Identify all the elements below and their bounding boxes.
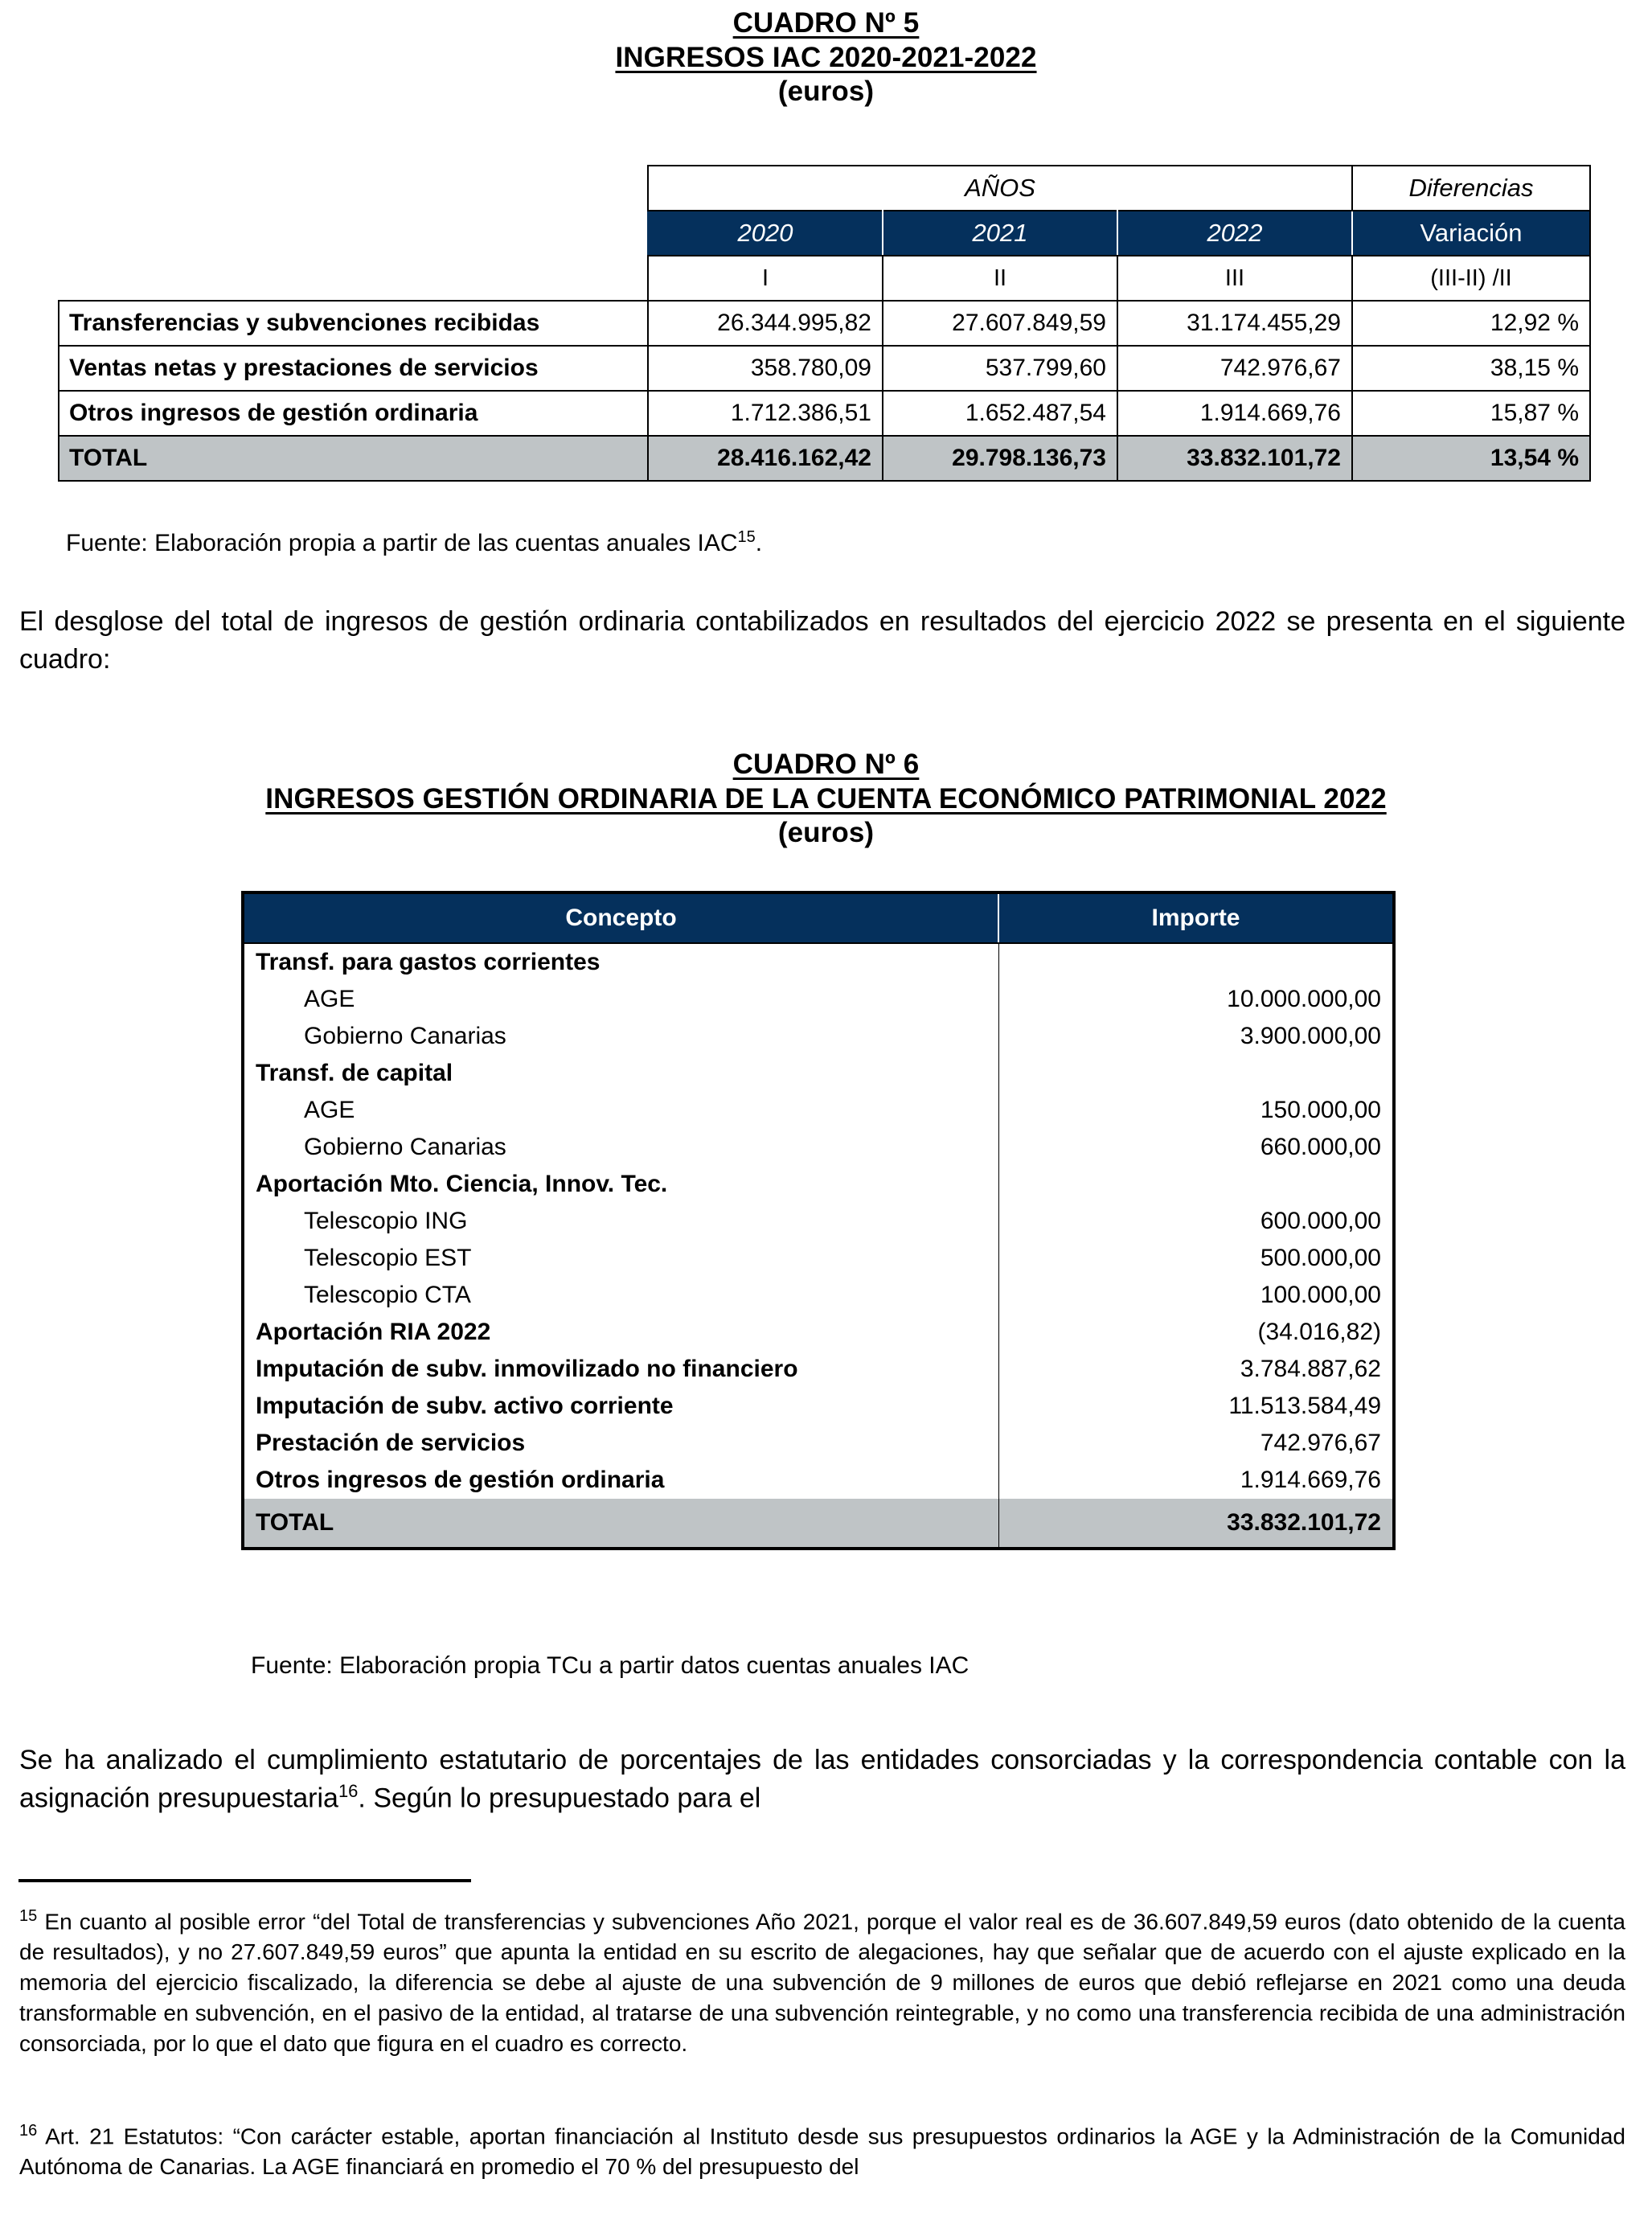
cuadro5-row2-y2022: 1.914.669,76 <box>1117 391 1352 436</box>
cuadro5-source-footnote-ref: 15 <box>737 528 756 546</box>
table-row <box>243 1462 1394 1499</box>
cuadro6-row9-concepto: Telescopio CTA <box>243 1277 998 1314</box>
cuadro5-total-label: TOTAL <box>59 436 648 481</box>
table-row <box>59 301 1590 346</box>
cuadro6-tbody <box>243 943 1394 1549</box>
cuadro5-row2-y2020: 1.712.386,51 <box>648 391 883 436</box>
cuadro5-source-text: Fuente: Elaboración propia a partir de las cuentas anuales IAC <box>66 530 738 556</box>
cuadro5-table <box>58 165 1591 482</box>
cuadro6-total-label: TOTAL <box>243 1499 998 1549</box>
paragraph-cumplimiento <box>19 1742 1625 1816</box>
cuadro6-row12-concepto: Imputación de subv. activo corriente <box>243 1388 998 1425</box>
cuadro6-title-line2-text: INGRESOS GESTIÓN ORDINARIA DE LA CUENTA ECONÓMICO PATRIMONIAL 2022 <box>265 782 1387 814</box>
cuadro6-title-line1-text: CUADRO Nº 6 <box>732 749 920 780</box>
cuadro6-row11-concepto: Imputación de subv. inmovilizado no financiero <box>243 1351 998 1388</box>
cuadro5-roman-ii: II <box>883 256 1117 301</box>
cuadro6-row1-importe: 10.000.000,00 <box>998 981 1394 1018</box>
cuadro6-row13-concepto: Prestación de servicios <box>243 1425 998 1462</box>
cuadro6-row7-concepto: Telescopio ING <box>243 1203 998 1240</box>
cuadro5-header-group-row <box>59 166 1590 211</box>
cuadro6-total-row <box>243 1499 1394 1549</box>
cuadro5-total-y2022: 33.832.101,72 <box>1117 436 1352 481</box>
cuadro5-title-line2-text: INGRESOS IAC 2020-2021-2022 <box>615 41 1037 73</box>
cuadro5-roman-iii: III <box>1117 256 1352 301</box>
cuadro6-row8-importe: 500.000,00 <box>998 1240 1394 1277</box>
cuadro5-group-diff-header: Diferencias <box>1352 166 1590 211</box>
table-row <box>59 391 1590 436</box>
paragraph-cumplimiento-ref: 16 <box>338 1780 359 1801</box>
table-row <box>243 1314 1394 1351</box>
cuadro5-year-2020: 2020 <box>648 211 883 256</box>
cuadro5-row1-y2021: 537.799,60 <box>883 346 1117 391</box>
table-row <box>243 1277 1394 1314</box>
cuadro6-row1-concepto: AGE <box>243 981 998 1018</box>
cuadro6-row3-importe <box>998 1055 1394 1092</box>
cuadro6-row10-importe: (34.016,82) <box>998 1314 1394 1351</box>
cuadro6-row2-concepto: Gobierno Canarias <box>243 1018 998 1055</box>
cuadro6-row0-importe <box>998 943 1394 981</box>
cuadro5-total-y2020: 28.416.162,42 <box>648 436 883 481</box>
cuadro5-total-y2021: 29.798.136,73 <box>883 436 1117 481</box>
cuadro5-tbody <box>59 301 1590 481</box>
cuadro5-row1-variation: 38,15 % <box>1352 346 1590 391</box>
footnote-15-ref: 15 <box>19 1907 38 1925</box>
cuadro5-blank-left-3 <box>59 256 648 301</box>
cuadro6-row12-importe: 11.513.584,49 <box>998 1388 1394 1425</box>
cuadro6-row8-concepto: Telescopio EST <box>243 1240 998 1277</box>
cuadro5-total-row <box>59 436 1590 481</box>
cuadro6-row11-importe: 3.784.887,62 <box>998 1351 1394 1388</box>
cuadro5-source-suffix: . <box>755 530 763 556</box>
cuadro5-roman-row <box>59 256 1590 301</box>
cuadro6-row9-importe: 100.000,00 <box>998 1277 1394 1314</box>
footnote-16-ref: 16 <box>19 2122 38 2140</box>
footnote-separator <box>18 1879 471 1882</box>
table-row <box>243 1351 1394 1388</box>
cuadro5-table-container <box>58 165 1589 482</box>
cuadro5-row0-y2021: 27.607.849,59 <box>883 301 1117 346</box>
table-row <box>243 1055 1394 1092</box>
cuadro5-year-2021: 2021 <box>883 211 1117 256</box>
cuadro6-table-container <box>241 891 1392 1550</box>
cuadro6-title-line1 <box>0 748 1652 782</box>
cuadro6-row14-concepto: Otros ingresos de gestión ordinaria <box>243 1462 998 1499</box>
cuadro6-row13-importe: 742.976,67 <box>998 1425 1394 1462</box>
cuadro6-total-importe: 33.832.101,72 <box>998 1499 1394 1549</box>
table-row <box>243 943 1394 981</box>
cuadro5-source-note <box>66 527 1272 559</box>
table-row <box>243 1018 1394 1055</box>
table-row <box>243 1388 1394 1425</box>
table-row <box>59 346 1590 391</box>
cuadro5-row0-label: Transferencias y subvenciones recibidas <box>59 301 648 346</box>
cuadro5-title-line1 <box>0 6 1652 41</box>
cuadro5-variation-formula: (III-II) /II <box>1352 256 1590 301</box>
paragraph-desglose: El desglose del total de ingresos de gestión ordinaria contabilizados en resultados del ejercicio 2022 se presenta en el siguiente cuadro: <box>19 606 1625 675</box>
cuadro5-row2-label: Otros ingresos de gestión ordinaria <box>59 391 648 436</box>
cuadro6-header-concepto: Concepto <box>243 892 998 943</box>
cuadro6-row5-concepto: Gobierno Canarias <box>243 1129 998 1166</box>
cuadro6-row5-importe: 660.000,00 <box>998 1129 1394 1166</box>
footnote-15 <box>19 1906 1625 2058</box>
cuadro6-row2-importe: 3.900.000,00 <box>998 1018 1394 1055</box>
cuadro5-group-years-header: AÑOS <box>648 166 1352 211</box>
cuadro5-year-row <box>59 211 1590 256</box>
cuadro5-title-line1-text: CUADRO Nº 5 <box>732 7 920 39</box>
cuadro5-row0-y2020: 26.344.995,82 <box>648 301 883 346</box>
cuadro6-header-row <box>243 892 1394 943</box>
table-row <box>243 981 1394 1018</box>
cuadro6-thead <box>243 892 1394 943</box>
cuadro5-row0-y2022: 31.174.455,29 <box>1117 301 1352 346</box>
paragraph-cumplimiento-part1: Se ha analizado el cumplimiento estatutario de porcentajes de las entidades consorciadas y la correspondencia contable con la asignación presupuestaria <box>19 1745 1625 1813</box>
cuadro5-row1-label: Ventas netas y prestaciones de servicios <box>59 346 648 391</box>
cuadro5-title-line2 <box>0 41 1652 76</box>
cuadro5-row0-variation: 12,92 % <box>1352 301 1590 346</box>
table-row <box>243 1129 1394 1166</box>
cuadro5-row2-y2021: 1.652.487,54 <box>883 391 1117 436</box>
footnote-16-text: Art. 21 Estatutos: “Con carácter estable, aportan financiación al Instituto desde sus presupuestos ordinarios la AGE y la Administración de la Comunidad Autónoma de Canarias. La AGE financiará en promedio el 70 % del presupuesto del <box>19 2123 1625 2180</box>
cuadro6-source-note: Fuente: Elaboración propia TCu a partir datos cuentas anuales IAC <box>251 1652 969 1679</box>
table-row <box>243 1092 1394 1129</box>
cuadro5-title-line3: (euros) <box>777 76 875 108</box>
cuadro5-title <box>0 6 1652 109</box>
cuadro6-table <box>241 891 1396 1550</box>
cuadro6-title-line2 <box>0 782 1652 817</box>
table-row <box>243 1166 1394 1203</box>
footnote-15-text: En cuanto al posible error “del Total de transferencias y subvenciones Año 2021, porque el valor real es de 36.607.849,59 euros (dato obtenido de la cuenta de resultados), y no 27.607.849,59 euros” que apunta la entidad en su escrito de alegaciones, hay que señalar que de acuerdo con el ajuste explicado en la memoria del ejercicio fiscalizado, la diferencia se debe al ajuste de una subvención de 9 millones de euros que debió reflejarse en 2021 como una deuda transformable en subvención, en el pasivo de la entidad, al tratarse de una subvención reintegrable, y no como una transferencia recibida de una administración consorciada, por lo que el dato que figura en el cuadro es correcto. <box>19 1909 1626 2056</box>
footnote-16 <box>19 2120 1625 2182</box>
cuadro5-row1-y2020: 358.780,09 <box>648 346 883 391</box>
cuadro6-row4-importe: 150.000,00 <box>998 1092 1394 1129</box>
cuadro6-row4-concepto: AGE <box>243 1092 998 1129</box>
cuadro6-row10-concepto: Aportación RIA 2022 <box>243 1314 998 1351</box>
cuadro6-row0-concepto: Transf. para gastos corrientes <box>243 943 998 981</box>
cuadro6-row6-importe <box>998 1166 1394 1203</box>
cuadro6-header-importe: Importe <box>998 892 1394 943</box>
cuadro6-title-line3: (euros) <box>777 817 875 849</box>
cuadro5-roman-i: I <box>648 256 883 301</box>
cuadro5-year-2022: 2022 <box>1117 211 1352 256</box>
table-row <box>243 1203 1394 1240</box>
cuadro5-blank-left-2 <box>59 211 648 256</box>
cuadro6-row3-concepto: Transf. de capital <box>243 1055 998 1092</box>
table-row <box>243 1240 1394 1277</box>
cuadro5-row1-y2022: 742.976,67 <box>1117 346 1352 391</box>
cuadro6-row6-concepto: Aportación Mto. Ciencia, Innov. Tec. <box>243 1166 998 1203</box>
cuadro5-row2-variation: 15,87 % <box>1352 391 1590 436</box>
cuadro6-row14-importe: 1.914.669,76 <box>998 1462 1394 1499</box>
paragraph-cumplimiento-part2: . Según lo presupuestado para el <box>358 1782 761 1813</box>
cuadro5-thead <box>59 166 1590 301</box>
table-row <box>243 1425 1394 1462</box>
cuadro5-corner-blank <box>59 166 648 211</box>
cuadro6-title <box>0 748 1652 851</box>
cuadro5-variation-header: Variación <box>1352 211 1590 256</box>
cuadro5-total-variation: 13,54 % <box>1352 436 1590 481</box>
cuadro6-row7-importe: 600.000,00 <box>998 1203 1394 1240</box>
